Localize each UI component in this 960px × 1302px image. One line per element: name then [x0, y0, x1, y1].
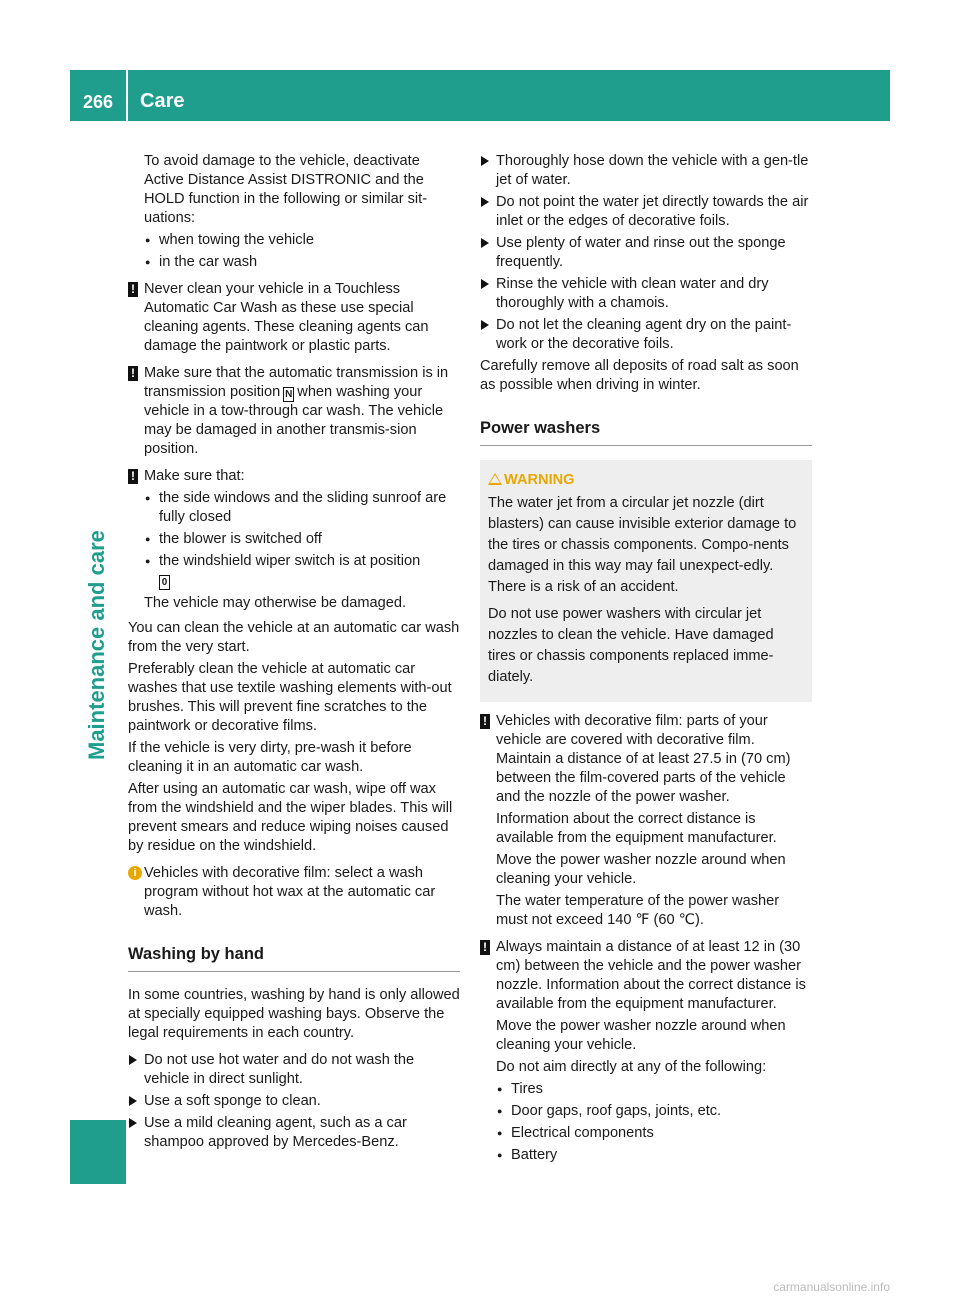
step-item: Thoroughly hose down the vehicle with a gen-tle jet of water. [480, 152, 812, 190]
info-icon: i [128, 866, 142, 880]
note-text: Always maintain a distance of at least 12 in (30 cm) between the vehicle and the power washer nozzle. Information about the correct distance is available from the equipment manufacturer. [496, 939, 806, 1012]
list-item-text: the windshield wiper switch is at position [159, 553, 421, 569]
list-item: ● the side windows and the sliding sunroof are fully closed [144, 489, 460, 527]
page-number: 266 [82, 92, 114, 112]
heading-power-washers: Power washers [480, 417, 812, 446]
list-item: ● Battery [496, 1146, 812, 1165]
warning-title: WARNING [504, 472, 575, 488]
step-item: Use plenty of water and rinse out the sponge frequently. [480, 234, 812, 272]
exclamation-icon: ! [128, 282, 138, 297]
warning-text: The water jet from a circular jet nozzle (dirt blasters) can cause invisible exterior damage to the tires or chassis components. Compo-nents damaged in this way may fail unexpect-edly. There is a risk of an accident. [488, 495, 797, 595]
list-item: ● Tires [496, 1080, 812, 1099]
note-transmission [128, 364, 460, 459]
paragraph: In some countries, washing by hand is only allowed at specially equipped washing bays. Observe the legal requirements in each country. [128, 987, 460, 1041]
info-decorative-film [128, 864, 460, 921]
intro-text: To avoid damage to the vehicle, deactivate Active Distance Assist DISTRONIC and the HOLD function in the following or similar sit-uations: [144, 153, 428, 226]
warning-triangle-icon [488, 473, 502, 485]
side-label: Maintenance and care [84, 530, 109, 760]
note-text-b: when washing your vehicle in a tow-through car wash. The vehicle may be damaged in another transmis-sion position. [144, 384, 444, 457]
note-text: Make sure that: [144, 468, 245, 484]
paragraph: Preferably clean the vehicle at automatic car washes that use textile washing elements with-out brushes. This will prevent fine scratches to the paintwork or decorative films. [128, 661, 452, 734]
left-column [128, 152, 460, 1155]
note-text [144, 364, 460, 459]
step-item: Use a mild cleaning agent, such as a car shampoo approved by Mercedes-Benz. [128, 1114, 460, 1152]
header-divider [126, 70, 128, 121]
note-distance [480, 938, 812, 1165]
note-after: The vehicle may otherwise be damaged. [144, 595, 407, 611]
step-item: Do not point the water jet directly towards the air inlet or the edges of decorative foils. [480, 193, 812, 231]
list-item: ● Door gaps, roof gaps, joints, etc. [496, 1102, 812, 1121]
note-text: The water temperature of the power washer must not exceed 140 ℉ (60 ℃). [496, 893, 780, 928]
note-bullets [144, 489, 460, 590]
note-text: Never clean your vehicle in a Touchless Automatic Car Wash as these use special cleaning agents. These cleaning agents can damage the paintwork or plastic parts. [144, 281, 429, 354]
exclamation-icon: ! [480, 714, 490, 729]
exclamation-icon: ! [128, 469, 138, 484]
info-text: Vehicles with decorative film: select a wash program without hot wax at the automatic car wash. [144, 865, 436, 919]
note-make-sure [128, 467, 460, 613]
warning-header [488, 470, 804, 491]
side-tab-marker [70, 1120, 126, 1184]
note-car-wash [128, 280, 460, 356]
paragraph: If the vehicle is very dirty, pre-wash it before cleaning it in an automatic car wash. [128, 740, 412, 775]
intro-block [128, 152, 460, 272]
list-item: ● in the car wash [144, 253, 460, 272]
step-item: Rinse the vehicle with clean water and dry thoroughly with a chamois. [480, 275, 812, 313]
right-column [480, 152, 812, 1171]
header-bar [70, 70, 890, 121]
wiper-position-0-icon: 0 [159, 575, 170, 590]
hand-steps [128, 1051, 460, 1152]
heading-washing-by-hand: Washing by hand [128, 943, 460, 972]
intro-bullets [144, 231, 460, 272]
list-item [144, 552, 460, 590]
note-decorative-film [480, 712, 812, 930]
step-item: Do not use hot water and do not wash the vehicle in direct sunlight. [128, 1051, 460, 1089]
exclamation-icon: ! [480, 940, 490, 955]
transmission-n-icon: N [285, 389, 293, 400]
note-text: Move the power washer nozzle around when cleaning your vehicle. [496, 1018, 786, 1053]
note-bullets [496, 1080, 812, 1165]
paragraph: Carefully remove all deposits of road salt as soon as possible when driving in winter. [480, 358, 799, 393]
note-text: Move the power washer nozzle around when cleaning your vehicle. [496, 852, 786, 887]
warning-text: Do not use power washers with circular jet nozzles to clean the vehicle. Have damaged tires or chassis components replaced imme-diately. [488, 606, 774, 685]
section-title: Care [140, 90, 185, 112]
note-text-a: Make sure that the automatic transmission is in transmission position [144, 365, 449, 400]
warning-box [480, 460, 812, 702]
list-item: ● when towing the vehicle [144, 231, 460, 250]
rinse-steps [480, 152, 812, 354]
paragraph: After using an automatic car wash, wipe off wax from the windshield and the wiper blades. This will prevent smears and reduce wiping noises caused by residue on the windshield. [128, 781, 453, 854]
note-text: Do not aim directly at any of the following: [496, 1059, 767, 1075]
list-item: ● Electrical components [496, 1124, 812, 1143]
exclamation-icon: ! [128, 366, 138, 381]
note-text: Vehicles with decorative film: parts of your vehicle are covered with decorative film. Maintain a distance of at least 27.5 in (70 cm) between the film-covered parts of the vehicle and the nozzle of the power washer. [496, 713, 791, 805]
note-text: Information about the correct distance is available from the equipment manufacturer. [496, 811, 777, 846]
step-item: Use a soft sponge to clean. [128, 1092, 460, 1111]
step-item: Do not let the cleaning agent dry on the paint-work or the decorative foils. [480, 316, 812, 354]
footer-watermark: carmanualsonline.info [773, 1280, 890, 1294]
list-item: ● the blower is switched off [144, 530, 460, 549]
paragraph: You can clean the vehicle at an automatic car wash from the very start. [128, 620, 460, 655]
